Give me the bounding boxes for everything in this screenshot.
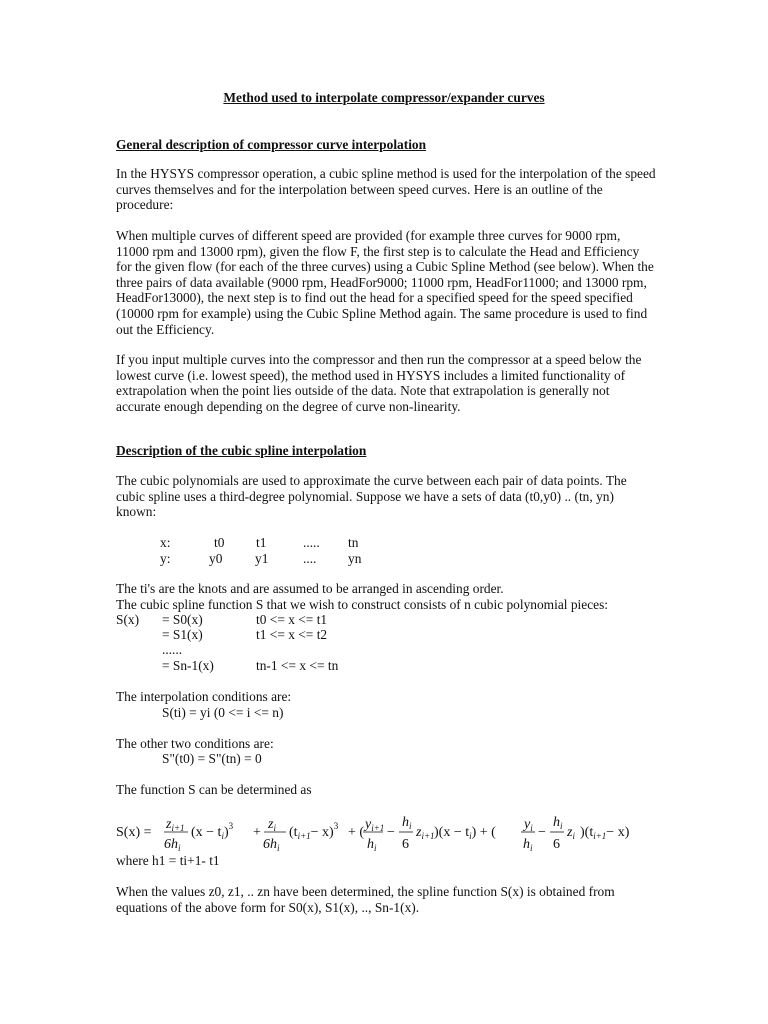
eq-t1-den: $6h_i$ <box>164 837 181 852</box>
table-cell: t0 <box>214 535 225 550</box>
eq-t3-frac1-den: $h_i$ <box>367 837 377 852</box>
piece-lhs: S(x) <box>116 612 140 627</box>
paragraph-procedure: When multiple curves of different speed are provided (for example three curves for 9000 rpm, 11000 rpm and 13000 rpm), given the flow F, the first step is to calculate the Head and Efficiency for the given flow (for each of the three curves) using a Cubic Spline Method (see below). When the three pairs of data available (9000 rpm, HeadFor9000; 11000 rpm, HeadFor11000; and 13000 rpm, HeadFor13000), the next step is to find out the head for a specified speed for the speed specified (10000 rpm for example) using the Cubic Spline Method again. The same procedure is used to find out the Efficiency. <box>116 228 654 337</box>
piece-range: t1 <= x <= t2 <box>256 627 328 642</box>
table-cell: y1 <box>255 551 269 566</box>
eq-t1-rest: $(x - t_i)^3$ <box>191 821 234 841</box>
paragraph-polynomials: The cubic polynomials are used to approximate the curve between each pair of data points. The cubic spline uses a third-degree polynomial. Suppose we have a sets of data (t0,y0) .. (tn, yn) known: <box>116 473 627 520</box>
eq-t4-minus: − <box>538 825 546 840</box>
table-cell: tn <box>348 535 359 550</box>
piece-expr: ...... <box>162 642 183 657</box>
table-cell: .... <box>303 551 317 566</box>
where-line: where h1 = ti+1- t1 <box>116 853 220 868</box>
interp-conditions-heading: The interpolation conditions are: <box>116 689 292 704</box>
paragraph-extrapolation: If you input multiple curves into the compressor and then run the compressor at a speed below the lowest curve (i.e. lowest speed), the method used in HYSYS includes a limited functionality of extrapolation when the point lies outside of the data. Note that extrapolation is generally not accurate enough depending on the degree of curve non-linearity. <box>116 352 642 414</box>
table-cell: y: <box>160 551 171 566</box>
eq-t3-mid: )$(x - t_i)$ + ( <box>434 825 496 841</box>
document-title: Method used to interpolate compressor/expander curves <box>223 90 545 105</box>
eq-plus-1: + <box>253 825 261 840</box>
eq-t3-z: $z_{i+1}$ <box>416 825 435 841</box>
eq-t4-z: $z_i$ <box>567 825 575 841</box>
other-condition: S"(t0) = S"(tn) = 0 <box>162 751 262 766</box>
eq-t4-frac2-num: $h_i$ <box>553 815 563 831</box>
table-cell: yn <box>348 551 362 566</box>
section-heading-general: General description of compressor curve interpolation <box>116 137 427 152</box>
eq-t3-frac2-den: 6 <box>402 837 409 852</box>
eq-t2-num: $z_i$ <box>268 817 276 833</box>
determined-line: The function S can be determined as <box>116 782 312 797</box>
piece-expr: = S0(x) <box>162 612 203 627</box>
section-heading-spline: Description of the cubic spline interpolation <box>116 443 367 458</box>
table-cell: x: <box>160 535 171 550</box>
eq-t1-num: $z_{i+1}$ <box>166 817 185 833</box>
function-line: The cubic spline function S that we wish to construct consists of n cubic polynomial pieces: <box>116 597 609 612</box>
table-cell: ..... <box>303 535 320 550</box>
piece-expr: = S1(x) <box>162 627 203 642</box>
paragraph-closing: When the values z0, z1, .. zn have been determined, the spline function S(x) is obtained from equations of the above form for S0(x), S1(x), .., Sn-1(x). <box>116 884 615 915</box>
spline-equation <box>116 806 676 852</box>
eq-t4-mid: )$(t_{i+1}- x)$ <box>580 825 630 841</box>
eq-t3-frac2-num: $h_i$ <box>402 815 412 831</box>
eq-t3-minus: − <box>387 825 395 840</box>
eq-t2-den: $6h_i$ <box>263 837 280 852</box>
table-cell: t1 <box>256 535 267 550</box>
knots-line: The ti's are the knots and are assumed to be arranged in ascending order. <box>116 581 504 596</box>
eq-t2-rest: $(t_{i+1}- x)^3$ <box>289 821 339 841</box>
eq-t4-frac1-num: $y_i$ <box>524 817 533 833</box>
table-cell: y0 <box>209 551 223 566</box>
other-conditions-heading: The other two conditions are: <box>116 736 274 751</box>
eq-t4-frac1-den: $h_i$ <box>523 837 533 852</box>
eq-t3-open: + ( <box>348 825 365 840</box>
spline-equation-svg <box>116 806 676 852</box>
piece-range: tn-1 <= x <= tn <box>256 658 339 673</box>
piece-range: t0 <= x <= t1 <box>256 612 328 627</box>
eq-lhs: S(x) = <box>116 825 152 840</box>
paragraph-intro: In the HYSYS compressor operation, a cubic spline method is used for the interpolation of the speed curves themselves and for the interpolation between speed curves. Here is an outline of the procedure: <box>116 166 656 213</box>
eq-t4-frac2-den: 6 <box>553 837 560 852</box>
eq-t3-frac1-num: $y_{i+1}$ <box>365 817 385 833</box>
interp-condition: S(ti) = yi (0 <= i <= n) <box>162 705 284 720</box>
piece-expr: = Sn-1(x) <box>162 658 214 673</box>
